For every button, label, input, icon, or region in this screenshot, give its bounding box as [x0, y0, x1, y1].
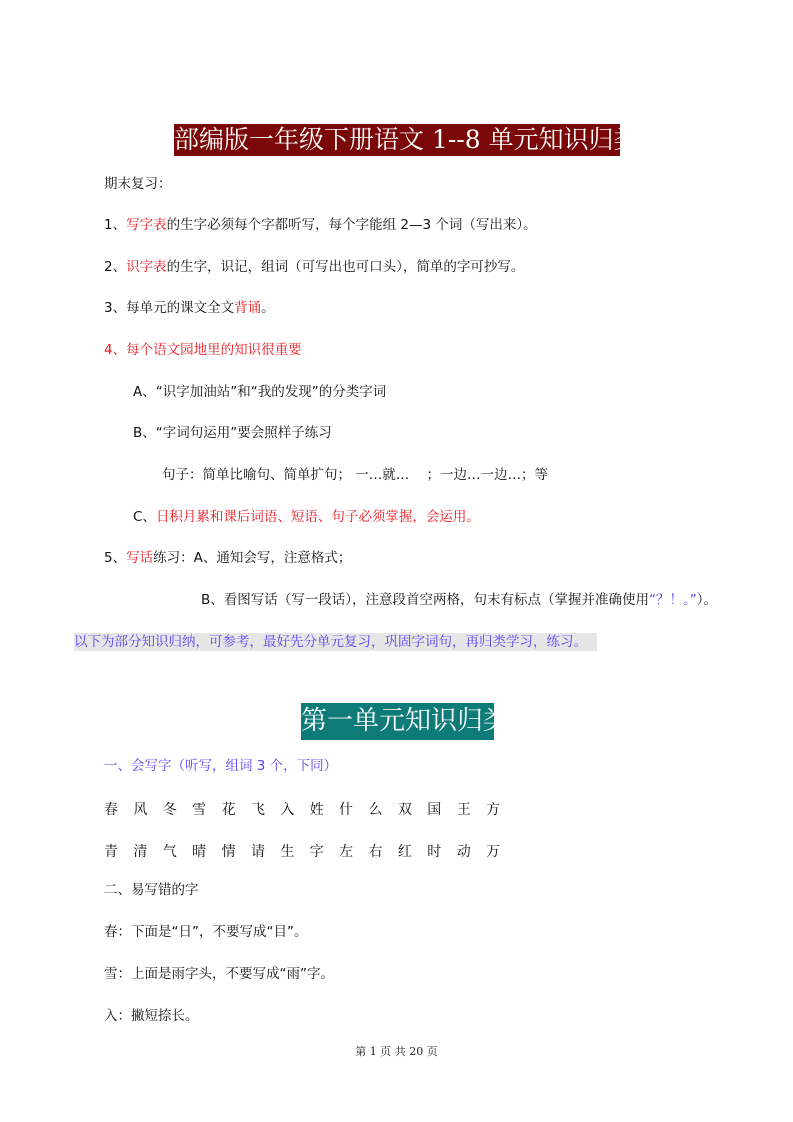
review-line [133, 508, 480, 526]
character-row-1 [104, 799, 515, 819]
character-cell: 雪 [192, 802, 207, 818]
text-segment: B、看图写话（写一段话），注意段首空两格，句末有标点（掌握并准确使用 [201, 592, 650, 608]
text-segment: “？！。” [649, 592, 697, 608]
character-cell: 右 [368, 844, 383, 860]
text-segment: 。 [261, 300, 275, 316]
document-title: 部编版一年级下册语文 1--8 单元知识归类 [174, 125, 639, 154]
character-cell: 字 [309, 844, 324, 860]
character-cell: 方 [486, 802, 501, 818]
highlighted-note [74, 633, 597, 651]
character-cell: 青 [104, 844, 118, 860]
review-line [201, 591, 717, 609]
character-cell: 什 [339, 802, 354, 818]
character-cell: 晴 [192, 844, 207, 860]
review-line [133, 424, 332, 442]
character-cell: 国 [427, 802, 442, 818]
review-line [162, 466, 548, 484]
review-line [133, 383, 386, 401]
character-row-2 [104, 841, 515, 861]
text-segment: 的生字，识记，组词（可写出也可口头），简单的字可抄写。 [166, 259, 525, 275]
section-heading-write: 一、会写字（听写，组词 3 个，下同） [104, 758, 338, 774]
review-line [104, 258, 524, 276]
review-line [104, 341, 302, 359]
text-segment: 的生字必须每个字都听写，每个字能组 2—3 个词（写出来）。 [166, 217, 537, 233]
character-cell: 时 [427, 844, 442, 860]
text-segment: 写话 [126, 550, 154, 566]
character-cell: 么 [368, 802, 383, 818]
character-cell: 风 [133, 802, 148, 818]
section-heading-errors: 二、易写错的字 [104, 882, 199, 898]
text-segment: 背诵 [234, 300, 262, 316]
text-segment: 3、每单元的课文全文 [104, 300, 235, 316]
text-segment: ）。 [696, 592, 718, 608]
note-item: 入：撇短捺长。 [104, 1008, 199, 1024]
character-cell: 红 [397, 844, 412, 860]
text-segment: 5、 [104, 550, 127, 566]
text-segment: 2、 [104, 259, 127, 275]
character-cell: 王 [456, 802, 471, 818]
text-segment: 4、每个语文园地里的知识很重要 [104, 342, 302, 358]
character-cell: 姓 [309, 802, 324, 818]
text-segment: A、“识字加油站”和“我的发现”的分类字词 [133, 384, 387, 400]
character-cell: 花 [221, 802, 236, 818]
character-cell: 入 [280, 802, 295, 818]
character-cell: 飞 [250, 802, 265, 818]
text-segment: 日积月累和课后词语、短语、句子必须掌握，会运用。 [155, 509, 480, 525]
character-cell: 气 [162, 844, 177, 860]
character-cell: 万 [486, 844, 501, 860]
note-item: 春：下面是“日”，不要写成“目”。 [104, 924, 308, 940]
text-segment: 写字表 [126, 217, 167, 233]
character-cell: 左 [339, 844, 354, 860]
text-segment: 以下为部分知识归纳，可参考，最好先分单元复习，巩固字词句，再归类学习，练习。 [74, 634, 587, 650]
character-cell: 请 [250, 844, 265, 860]
text-segment: 句子：简单比喻句、简单扩句； 一…就… ；一边…一边…；等 [162, 467, 548, 483]
review-line [104, 549, 351, 567]
unit-1-title: 第一单元知识归类 [301, 703, 494, 740]
review-line [104, 175, 172, 193]
page-footer: 第 1 页 共 20 页 [355, 1045, 438, 1058]
text-segment: 期末复习： [104, 176, 172, 192]
character-cell: 动 [456, 844, 471, 860]
character-cell: 生 [280, 844, 295, 860]
character-cell: 冬 [162, 802, 177, 818]
character-cell: 春 [104, 802, 118, 818]
text-segment: 识字表 [126, 259, 167, 275]
character-cell: 清 [133, 844, 148, 860]
review-line [104, 216, 537, 234]
note-item: 雪：上面是雨字头，不要写成“雨”字。 [104, 966, 334, 982]
text-segment: 练习：A、通知会写，注意格式； [153, 550, 352, 566]
review-line [104, 299, 275, 317]
character-cell: 情 [221, 844, 236, 860]
text-segment: C、 [133, 509, 156, 525]
character-cell: 双 [397, 802, 412, 818]
text-segment: B、“字词句运用”要会照样子练习 [133, 425, 332, 441]
text-segment: 1、 [104, 217, 127, 233]
